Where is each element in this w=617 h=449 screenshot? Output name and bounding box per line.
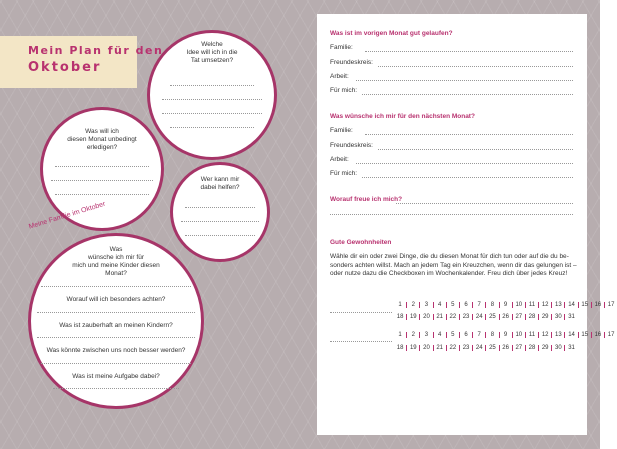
day-checkbox[interactable]: 21 bbox=[433, 314, 446, 320]
write-line[interactable] bbox=[365, 51, 573, 52]
day-checkbox[interactable]: 17 bbox=[604, 302, 617, 308]
circle-familie bbox=[28, 233, 204, 409]
day-checkbox[interactable]: 7 bbox=[472, 332, 485, 338]
heading-vorigen-monat: Was ist im vorigen Monat gut gelaufen? bbox=[330, 30, 453, 37]
day-checkbox[interactable]: 24 bbox=[472, 345, 485, 351]
day-checkbox[interactable]: 20 bbox=[419, 345, 432, 351]
circle-helfen bbox=[170, 162, 270, 262]
day-checkbox[interactable]: 4 bbox=[433, 332, 446, 338]
day-checkbox[interactable]: 5 bbox=[446, 302, 459, 308]
day-checkbox[interactable]: 2 bbox=[406, 302, 419, 308]
title-line1: Mein Plan für den bbox=[28, 44, 164, 57]
write-line[interactable] bbox=[378, 149, 573, 150]
day-checkbox[interactable]: 15 bbox=[578, 332, 591, 338]
day-checkbox[interactable]: 24 bbox=[472, 314, 485, 320]
day-checkbox[interactable]: 25 bbox=[485, 345, 498, 351]
day-checkbox[interactable]: 31 bbox=[564, 345, 577, 351]
write-line[interactable] bbox=[55, 194, 149, 195]
habit-line[interactable] bbox=[330, 312, 392, 313]
day-checkbox[interactable]: 20 bbox=[419, 314, 432, 320]
day-checkbox[interactable]: 11 bbox=[525, 332, 538, 338]
day-checkbox[interactable]: 28 bbox=[525, 314, 538, 320]
write-line[interactable] bbox=[37, 312, 195, 313]
write-line[interactable] bbox=[170, 85, 254, 86]
right-page bbox=[317, 14, 587, 435]
day-checkbox[interactable]: 14 bbox=[564, 332, 577, 338]
write-line[interactable] bbox=[330, 214, 573, 215]
day-checkbox[interactable]: 9 bbox=[499, 302, 512, 308]
heading-freue-mich: Worauf freue ich mich? bbox=[330, 196, 403, 203]
write-line[interactable] bbox=[162, 113, 262, 114]
circle-familie-question: Was wünsche ich mir für mich und meine Kinder diesen Monat? bbox=[72, 246, 160, 277]
day-checkbox[interactable]: 1 bbox=[398, 332, 402, 338]
circle-familie-q3: Was könnte zwischen uns noch besser werden? bbox=[46, 347, 186, 354]
day-checkbox[interactable]: 27 bbox=[512, 314, 525, 320]
write-line[interactable] bbox=[162, 99, 262, 100]
day-checkbox[interactable]: 9 bbox=[499, 332, 512, 338]
label-arbeit: Arbeit: bbox=[330, 156, 349, 163]
write-line[interactable] bbox=[185, 207, 255, 208]
day-checkbox[interactable]: 16 bbox=[591, 302, 604, 308]
circle-familie-q4: Was ist meine Aufgabe dabei? bbox=[72, 373, 160, 380]
label-freundeskreis: Freundeskreis: bbox=[330, 142, 373, 149]
day-checkbox[interactable]: 12 bbox=[538, 302, 551, 308]
write-line[interactable] bbox=[362, 94, 573, 95]
write-line[interactable] bbox=[51, 180, 153, 181]
day-checkbox[interactable]: 30 bbox=[551, 314, 564, 320]
circle-familie-q2: Was ist zauberhaft an meinen Kindern? bbox=[59, 322, 173, 329]
day-checkbox[interactable]: 10 bbox=[512, 302, 525, 308]
write-line[interactable] bbox=[41, 363, 191, 364]
day-checkbox[interactable]: 29 bbox=[538, 314, 551, 320]
label-familie: Familie: bbox=[330, 44, 353, 51]
day-checkbox[interactable]: 29 bbox=[538, 345, 551, 351]
day-checkbox[interactable]: 28 bbox=[525, 345, 538, 351]
day-checkbox[interactable]: 11 bbox=[525, 302, 538, 308]
circle-ideen bbox=[147, 30, 277, 160]
day-row-1 bbox=[394, 332, 617, 338]
day-checkbox[interactable]: 6 bbox=[459, 302, 472, 308]
circle-erledigen-question: Was will ich diesen Monat unbedingt erledigen? bbox=[67, 128, 137, 151]
day-checkbox[interactable]: 27 bbox=[512, 345, 525, 351]
day-checkbox[interactable]: 13 bbox=[551, 302, 564, 308]
day-checkbox[interactable]: 31 bbox=[564, 314, 577, 320]
day-checkbox[interactable]: 13 bbox=[551, 332, 564, 338]
day-checkbox[interactable]: 14 bbox=[564, 302, 577, 308]
day-checkbox[interactable]: 15 bbox=[578, 302, 591, 308]
title-line2: Oktober bbox=[28, 60, 102, 75]
day-checkbox[interactable]: 21 bbox=[433, 345, 446, 351]
write-line[interactable] bbox=[181, 221, 259, 222]
heading-naechsten-monat: Was wünsche ich mir für den nächsten Monat? bbox=[330, 113, 475, 120]
write-line[interactable] bbox=[170, 127, 254, 128]
day-checkbox[interactable]: 7 bbox=[472, 302, 485, 308]
day-checkbox[interactable]: 30 bbox=[551, 345, 564, 351]
day-checkbox[interactable]: 8 bbox=[485, 332, 498, 338]
day-checkbox[interactable]: 23 bbox=[459, 345, 472, 351]
label-freundeskreis: Freundeskreis: bbox=[330, 59, 373, 66]
circle-erledigen bbox=[40, 107, 164, 231]
write-line[interactable] bbox=[362, 177, 573, 178]
day-checkbox[interactable]: 16 bbox=[591, 332, 604, 338]
day-checkbox[interactable]: 26 bbox=[499, 314, 512, 320]
circle-familie-q1: Worauf will ich besonders achten? bbox=[66, 296, 166, 303]
write-line[interactable] bbox=[396, 203, 573, 204]
write-line[interactable] bbox=[41, 286, 191, 287]
write-line[interactable] bbox=[37, 337, 195, 338]
day-row-2 bbox=[394, 314, 578, 320]
write-line[interactable] bbox=[185, 235, 255, 236]
day-checkbox[interactable]: 8 bbox=[485, 302, 498, 308]
circle-ideen-question: Welche Idee will ich in die Tat umsetzen? bbox=[186, 41, 238, 64]
label-fuermich: Für mich: bbox=[330, 87, 358, 94]
day-row-2 bbox=[394, 345, 578, 351]
day-checkbox[interactable]: 17 bbox=[604, 332, 617, 338]
day-checkbox[interactable]: 22 bbox=[446, 314, 459, 320]
day-checkbox[interactable]: 10 bbox=[512, 332, 525, 338]
day-checkbox[interactable]: 19 bbox=[406, 314, 419, 320]
day-checkbox[interactable]: 26 bbox=[499, 345, 512, 351]
day-checkbox[interactable]: 3 bbox=[419, 302, 432, 308]
label-familie: Familie: bbox=[330, 127, 353, 134]
circle-helfen-question: Wer kann mir dabei helfen? bbox=[200, 176, 240, 191]
day-checkbox[interactable]: 6 bbox=[459, 332, 472, 338]
write-line[interactable] bbox=[365, 134, 573, 135]
day-checkbox[interactable]: 22 bbox=[446, 345, 459, 351]
heading-gute-gewohnheiten: Gute Gewohnheiten bbox=[330, 239, 392, 246]
day-checkbox[interactable]: 12 bbox=[538, 332, 551, 338]
day-checkbox[interactable]: 4 bbox=[433, 302, 446, 308]
day-checkbox[interactable]: 3 bbox=[419, 332, 432, 338]
day-checkbox[interactable]: 1 bbox=[398, 302, 402, 308]
day-checkbox[interactable]: 23 bbox=[459, 314, 472, 320]
day-checkbox[interactable]: 18 bbox=[396, 314, 404, 320]
write-line[interactable] bbox=[378, 66, 573, 67]
label-arbeit: Arbeit: bbox=[330, 73, 349, 80]
habit-line[interactable] bbox=[330, 341, 392, 342]
habits-paragraph: Wähle dir ein oder zwei Dinge, die du diesen Monat für dich tun oder auf die du besonders achten willst. Mach an jedem Tag ein Kreuzchen, wenn dir das gelungen ist – oder nutze dazu die Checkboxen im Wochenkalender. Freu dich über jedes Kreuz! bbox=[330, 253, 577, 277]
arc-label: Meine Familie im Oktober bbox=[28, 200, 107, 231]
day-checkbox[interactable]: 19 bbox=[406, 345, 419, 351]
write-line[interactable] bbox=[356, 80, 573, 81]
write-line[interactable] bbox=[53, 388, 179, 389]
day-row-1 bbox=[394, 302, 617, 308]
write-line[interactable] bbox=[356, 163, 573, 164]
day-checkbox[interactable]: 5 bbox=[446, 332, 459, 338]
write-line[interactable] bbox=[55, 166, 149, 167]
day-checkbox[interactable]: 2 bbox=[406, 332, 419, 338]
day-checkbox[interactable]: 25 bbox=[485, 314, 498, 320]
label-fuermich: Für mich: bbox=[330, 170, 358, 177]
day-checkbox[interactable]: 18 bbox=[396, 345, 404, 351]
